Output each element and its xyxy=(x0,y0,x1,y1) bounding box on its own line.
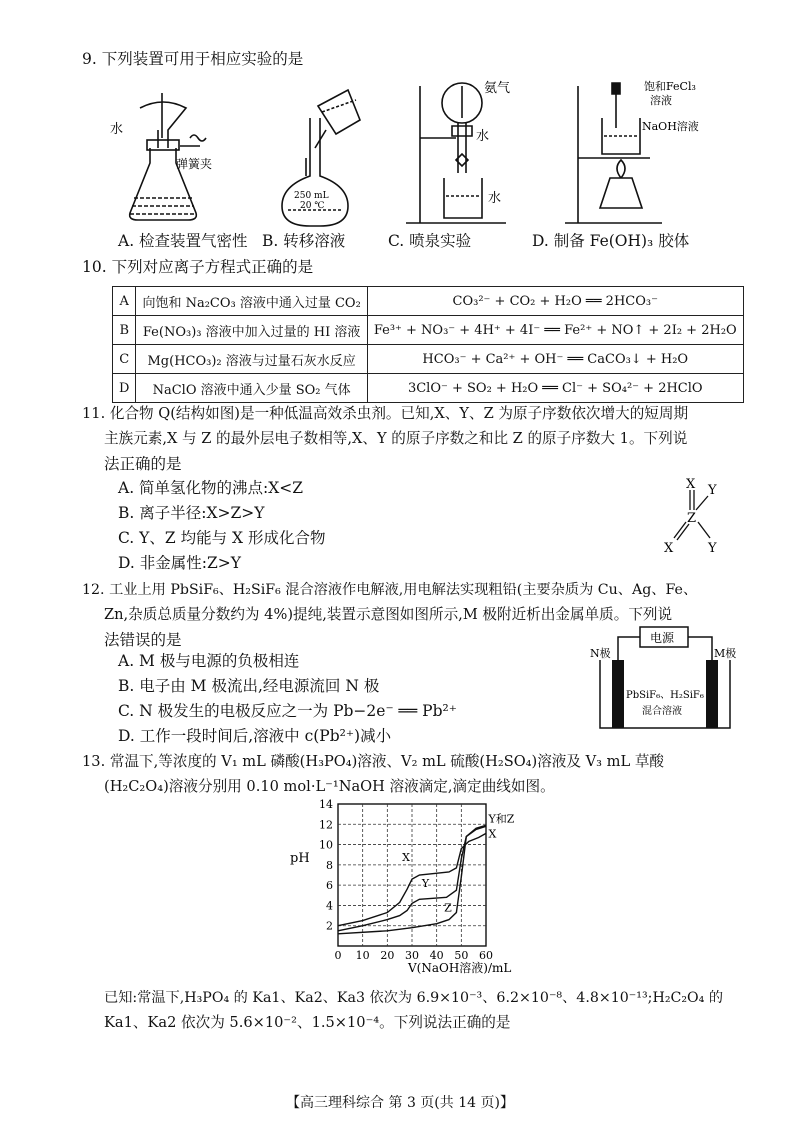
q12-line1: 12. 工业上用 PbSiF₆、H₂SiF₆ 混合溶液作电解液,用电解法实现粗铅(主要杂质为 Cu、Ag、Fe、 xyxy=(82,582,698,598)
x-tick-label: 50 xyxy=(454,949,469,962)
q11-line1: 11. 化合物 Q(结构如图)是一种低温高效杀虫剂。已知,X、Y、Z 为原子序数依次增大的短周期 xyxy=(82,405,689,422)
y-tick-label: 4 xyxy=(326,899,333,913)
q13-titration-chart xyxy=(290,798,520,978)
struct-z: Z xyxy=(687,511,697,526)
table-row: D NaClO 溶液中通入少量 SO₂ 气体 3ClO⁻ + SO₂ + H₂O ══ Cl⁻ + SO₄²⁻ + 2HClO xyxy=(113,374,744,403)
label-clamp: 弹簧夹 xyxy=(176,157,213,171)
label-m: M极 xyxy=(714,647,737,660)
q9-apparatus xyxy=(110,78,750,228)
y-tick-label: 8 xyxy=(326,858,333,872)
label-power: 电源 xyxy=(650,631,675,645)
label-water-c1: 水 xyxy=(476,129,490,144)
apparatus-d xyxy=(565,83,662,223)
curve-label-z: Z xyxy=(444,901,452,915)
label-250ml: 250 mL xyxy=(294,191,329,201)
y-tick-label: 14 xyxy=(319,798,333,811)
struct-y-bottom: Y xyxy=(708,541,717,556)
label-fecl3-2: 溶液 xyxy=(650,94,672,107)
struct-x-top: X xyxy=(686,477,696,492)
x-tick-label: 30 xyxy=(405,949,419,962)
q11-structure xyxy=(656,474,736,560)
q11-option-a: A. 简单氢化物的沸点:X<Z xyxy=(118,479,304,497)
q12-line2: Zn,杂质总质量分数约为 4%)提纯,装置示意图如图所示,M 极附近析出金属单质。下列说 xyxy=(104,606,673,623)
q12-line3: 法错误的是 xyxy=(104,631,182,649)
chart-ylabel: pH xyxy=(290,851,310,866)
q12-option-b: B. 电子由 M 极流出,经电源流回 N 极 xyxy=(118,677,380,695)
curve-label-y: Y xyxy=(421,877,430,891)
curve-label-x: X xyxy=(402,850,410,864)
q13-line2: (H₂C₂O₄)溶液分别用 0.10 mol·L⁻¹NaOH 溶液滴定,滴定曲线如图。 xyxy=(104,778,555,795)
x-tick-label: 60 xyxy=(479,949,493,962)
x-tick-label: 10 xyxy=(355,949,370,962)
q11-option-b: B. 离子半径:X>Z>Y xyxy=(118,504,265,522)
q12-option-c: C. N 极发生的电极反应之一为 Pb−2e⁻ ══ Pb²⁺ xyxy=(118,702,457,720)
q11-option-d: D. 非金属性:Z>Y xyxy=(118,554,241,572)
x-tick-label: 40 xyxy=(429,949,444,962)
page-footer: 【高三理科综合 第 3 页(共 14 页)】 xyxy=(286,1095,514,1111)
y-tick-label: 10 xyxy=(319,838,333,852)
struct-y-top: Y xyxy=(708,483,717,498)
label-water-a: 水 xyxy=(110,122,124,137)
q10-table xyxy=(112,286,744,403)
y-tick-label: 6 xyxy=(326,879,333,893)
q9-option-c: C. 喷泉实验 xyxy=(388,232,472,250)
x-tick-label: 20 xyxy=(380,949,395,962)
curve-label-yz: Y和Z xyxy=(488,812,515,826)
label-fecl3: 饱和FeCl₃ xyxy=(644,80,696,93)
table-row: C Mg(HCO₃)₂ 溶液与过量石灰水反应 HCO₃⁻ + Ca²⁺ + OH⁻ ══ CaCO₃↓ + H₂O xyxy=(113,345,744,374)
q11-line3: 法正确的是 xyxy=(104,455,182,473)
q12-option-d: D. 工作一段时间后,溶液中 c(Pb²⁺)减小 xyxy=(118,727,392,745)
label-n: N极 xyxy=(590,647,611,660)
label-naoh: NaOH溶液 xyxy=(642,120,699,133)
chart-xlabel: V(NaOH溶液)/mL xyxy=(408,961,512,975)
struct-x-bottom: X xyxy=(664,541,674,556)
table-row: A 向饱和 Na₂CO₃ 溶液中通入过量 CO₂ CO₃²⁻ + CO₂ + H₂O ══ 2HCO₃⁻ xyxy=(113,287,744,316)
q10-stem: 10. 下列对应离子方程式正确的是 xyxy=(82,258,314,276)
q13-known1: 已知:常温下,H₃PO₄ 的 Ka1、Ka2、Ka3 依次为 6.9×10⁻³、6.2×10⁻⁸、4.8×10⁻¹³;H₂C₂O₄ 的 xyxy=(104,990,724,1006)
y-tick-label: 12 xyxy=(319,818,333,832)
q9-option-a: A. 检查装置气密性 xyxy=(118,232,248,250)
q9-option-b: B. 转移溶液 xyxy=(262,232,346,250)
q9-stem: 9. 下列装置可用于相应实验的是 xyxy=(82,50,304,68)
x-tick-label: 0 xyxy=(334,949,342,962)
label-gas-c: 氨气 xyxy=(484,81,511,96)
curve-label-x-end: X xyxy=(488,827,497,841)
q13-known2: Ka1、Ka2 依次为 5.6×10⁻²、1.5×10⁻⁴。下列说法正确的是 xyxy=(104,1014,511,1031)
q11-line2: 主族元素,X 与 Z 的最外层电子数相等,X、Y 的原子序数之和比 Z 的原子序数大 1。下列说 xyxy=(104,430,688,447)
table-row: B Fe(NO₃)₃ 溶液中加入过量的 HI 溶液 Fe³⁺ + NO₃⁻ + 4H⁺ + 4I⁻ ══ Fe²⁺ + NO↑ + 2I₂ + 2H₂O xyxy=(113,316,744,345)
q9-option-d: D. 制备 Fe(OH)₃ 胶体 xyxy=(532,232,690,250)
label-sol2: 混合溶液 xyxy=(642,706,682,717)
label-water-c2: 水 xyxy=(488,191,502,206)
label-20c: 20 ℃ xyxy=(300,201,325,211)
y-tick-label: 2 xyxy=(326,919,333,933)
q13-line1: 13. 常温下,等浓度的 V₁ mL 磷酸(H₃PO₄)溶液、V₂ mL 硫酸(H₂SO₄)溶液及 V₃ mL 草酸 xyxy=(82,753,665,770)
q11-option-c: C. Y、Z 均能与 X 形成化合物 xyxy=(118,529,326,547)
q12-electrolysis xyxy=(590,626,740,736)
label-sol1: PbSiF₆、H₂SiF₆ xyxy=(626,690,704,701)
q12-option-a: A. M 极与电源的负极相连 xyxy=(118,652,300,670)
